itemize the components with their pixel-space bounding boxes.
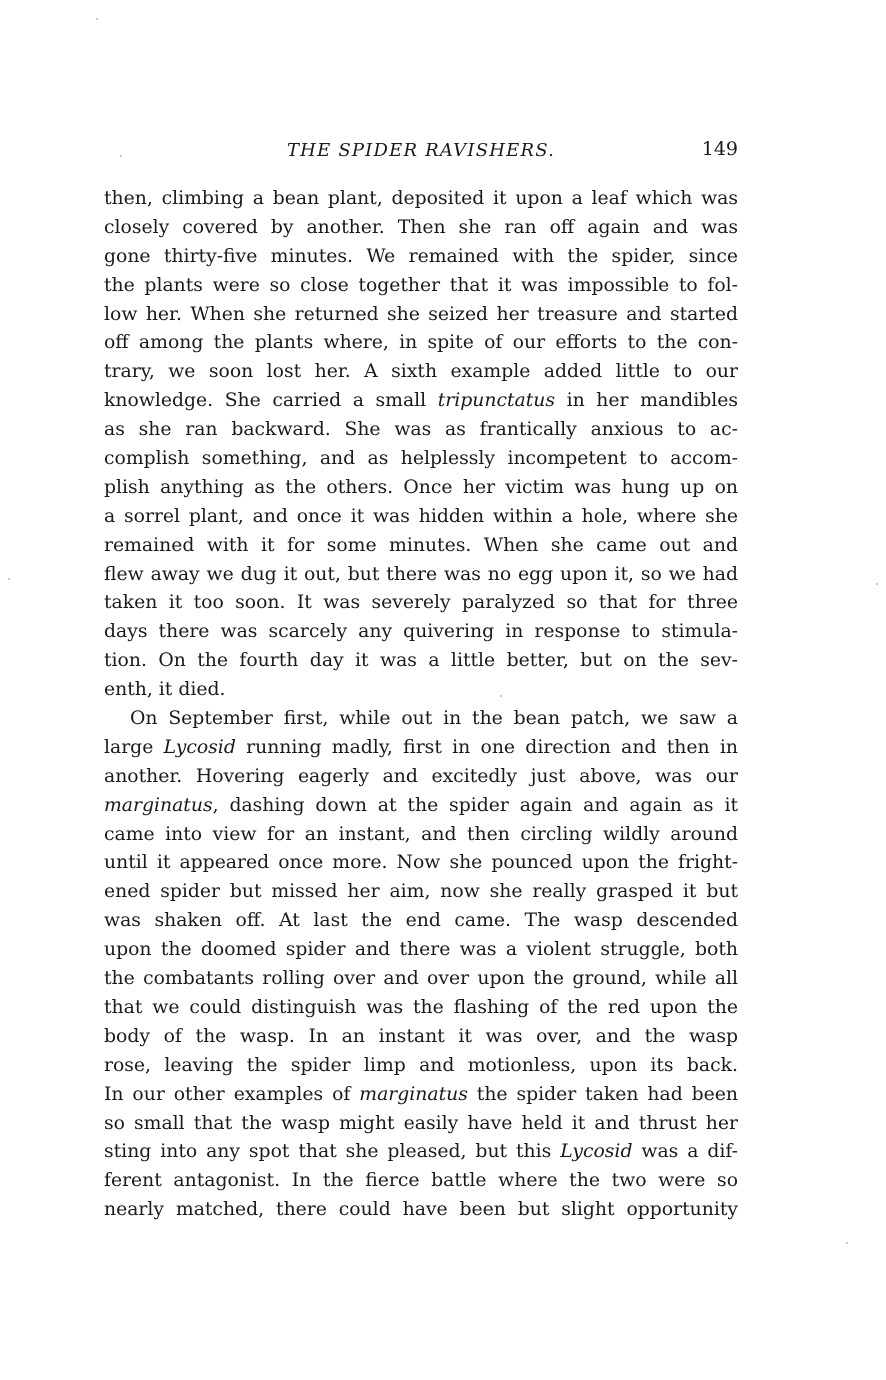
text-line bbox=[104, 792, 738, 821]
paper-speck bbox=[120, 155, 122, 157]
italic-term: Lycosid bbox=[163, 736, 236, 758]
text-line: off among the plants where, in spite of our efforts to the con- bbox=[104, 332, 738, 354]
text-run: , dashing down at the spider again and again as it bbox=[212, 794, 738, 816]
text-line: until it appeared once more. Now she pounced upon the fright- bbox=[104, 852, 738, 874]
paper-speck bbox=[8, 578, 10, 580]
text-line: as she ran backward. She was as frantically anxious to ac- bbox=[104, 419, 738, 441]
text-line bbox=[104, 734, 738, 763]
text-line: remained with it for some minutes. When she came out and bbox=[104, 534, 738, 556]
text-line: that we could distinguish was the flashing of the red upon the bbox=[104, 996, 738, 1018]
paper-speck bbox=[500, 695, 502, 697]
text-line: flew away we dug it out, but there was no egg upon it, so we had bbox=[104, 563, 738, 585]
italic-term: marginatus bbox=[104, 794, 213, 816]
text-line: another. Hovering eagerly and excitedly just above, was our bbox=[104, 765, 738, 787]
text-run: the spider taken had been bbox=[467, 1083, 738, 1105]
page-header bbox=[104, 136, 738, 166]
text-run: running madly, first in one direction and then in bbox=[235, 736, 738, 758]
text-run: knowledge. She carried a small bbox=[104, 390, 438, 412]
italic-term: marginatus bbox=[359, 1083, 468, 1105]
text-line: then, climbing a bean plant, deposited it upon a leaf which was bbox=[104, 188, 738, 209]
text-line: gone thirty-five minutes. We remained with the spider, since bbox=[104, 245, 738, 267]
italic-term: tripunctatus bbox=[437, 390, 556, 412]
text-line bbox=[104, 1081, 738, 1110]
text-line: nearly matched, there could have been but slight opportunity bbox=[104, 1199, 738, 1221]
text-line: low her. When she returned she seized her treasure and started bbox=[104, 303, 738, 325]
text-line: tion. On the fourth day it was a little better, but on the sev- bbox=[104, 650, 738, 672]
text-line: trary, we soon lost her. A sixth example added little to our bbox=[104, 361, 738, 383]
paper-speck bbox=[876, 583, 878, 585]
text-run: was a dif- bbox=[632, 1141, 738, 1163]
page-number: 149 bbox=[701, 138, 738, 160]
text-line bbox=[104, 387, 738, 416]
text-line: plish anything as the others. Once her victim was hung up on bbox=[104, 476, 738, 498]
text-line: the combatants rolling over and over upon the ground, while all bbox=[104, 968, 738, 990]
running-title: THE SPIDER RAVISHERS. bbox=[286, 140, 556, 161]
italic-term: Lycosid bbox=[560, 1141, 633, 1163]
text-line bbox=[104, 1138, 738, 1167]
text-run: large bbox=[104, 736, 164, 758]
text-line: rose, leaving the spider limp and motionless, upon its back. bbox=[104, 1054, 738, 1076]
text-line: enth, it died. bbox=[104, 679, 226, 701]
paper-speck bbox=[96, 18, 98, 20]
text-line: upon the doomed spider and there was a violent struggle, both bbox=[104, 939, 738, 961]
text-run: sting into any spot that she pleased, but this bbox=[104, 1141, 561, 1163]
text-line: came into view for an instant, and then circling wildly around bbox=[104, 823, 738, 845]
paper-speck bbox=[846, 1242, 848, 1244]
body-text bbox=[104, 185, 738, 1225]
text-line: ferent antagonist. In the fierce battle where the two were so bbox=[104, 1170, 738, 1192]
text-line: ened spider but missed her aim, now she really grasped it but bbox=[104, 881, 738, 903]
text-line: was shaken off. At last the end came. The wasp descended bbox=[104, 910, 738, 932]
paragraph-first-line: On September first, while out in the bean patch, we saw a bbox=[130, 708, 738, 730]
text-line: closely covered by another. Then she ran off again and was bbox=[104, 216, 738, 238]
text-run: In our other examples of bbox=[104, 1083, 360, 1105]
text-line: days there was scarcely any quivering in response to stimula- bbox=[104, 621, 738, 643]
text-run: in her mandibles bbox=[555, 390, 738, 412]
text-line: body of the wasp. In an instant it was over, and the wasp bbox=[104, 1025, 738, 1047]
text-line: a sorrel plant, and once it was hidden within a hole, where she bbox=[104, 505, 738, 527]
text-line: the plants were so close together that it was impossible to fol- bbox=[104, 274, 738, 296]
text-line: taken it too soon. It was severely paralyzed so that for three bbox=[104, 592, 738, 614]
text-line: complish something, and as helplessly incompetent to accom- bbox=[104, 448, 738, 470]
text-line: so small that the wasp might easily have held it and thrust her bbox=[104, 1112, 738, 1134]
